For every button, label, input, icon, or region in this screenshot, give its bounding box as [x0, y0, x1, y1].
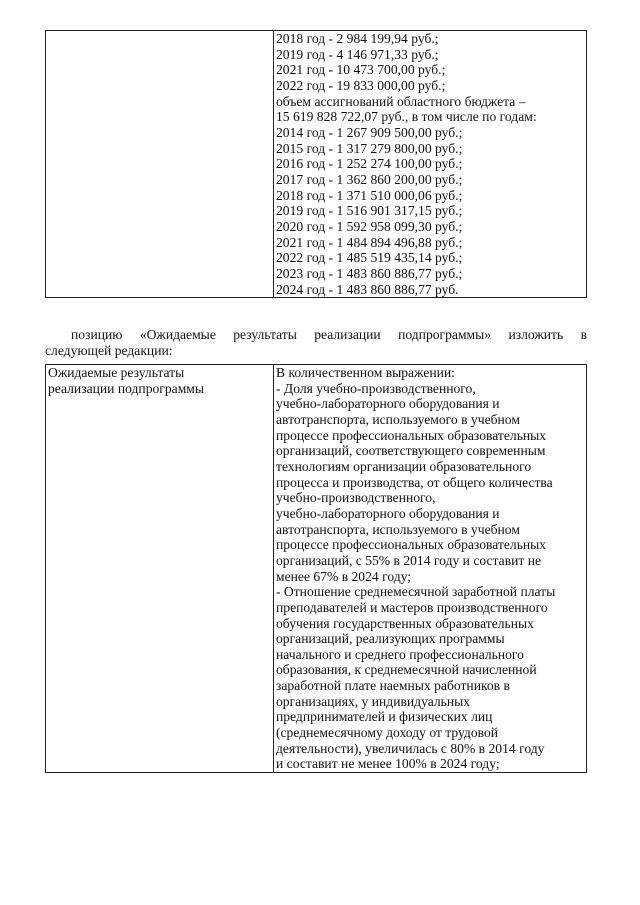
funding-line: 2020 год - 1 592 958 099,30 руб.; — [276, 218, 463, 234]
expected-results-text-cell — [274, 365, 587, 773]
result-line: деятельности), увеличилась с 80% в 2014 году — [276, 740, 545, 756]
funding-row — [46, 31, 587, 298]
result-line: менее 67% в 2024 году; — [276, 568, 412, 584]
result-line: организаций, соответствующего современным — [276, 443, 546, 459]
result-line: процесса и производства, от общего количества — [276, 474, 553, 490]
funding-table — [45, 30, 587, 298]
funding-line: 2021 год - 1 484 894 496,88 руб.; — [276, 234, 463, 250]
expected-results-label-cell — [46, 365, 274, 773]
result-line: - Отношение среднемесячной заработной платы — [276, 584, 556, 600]
expected-results-table — [45, 364, 587, 773]
label-line: Ожидаемые результаты — [48, 365, 185, 380]
funding-line: 2015 год - 1 317 279 800,00 руб.; — [276, 140, 463, 156]
result-line: образования, к среднемесячной начисленной — [276, 662, 537, 678]
instruction-paragraph — [45, 327, 587, 358]
funding-line: 2017 год - 1 362 860 200,00 руб.; — [276, 171, 463, 187]
funding-line: 2024 год - 1 483 860 886,77 руб. — [276, 281, 459, 297]
result-line: процессе профессиональных образовательных — [276, 427, 547, 443]
instruction-line: следующей редакции: — [45, 342, 173, 358]
result-line: обучения государственных образовательных — [276, 615, 534, 631]
result-line: учебно-лабораторного оборудования и — [276, 505, 500, 521]
label-line: реализации подпрограммы — [48, 380, 205, 396]
result-line: автотранспорта, используемого в учебном — [276, 521, 520, 537]
result-line: автотранспорта, используемого в учебном — [276, 411, 520, 427]
funding-line: 2014 год - 1 267 909 500,00 руб.; — [276, 124, 463, 140]
funding-line: 2021 год - 10 473 700,00 руб.; — [276, 62, 446, 78]
instruction-line: позицию «Ожидаемые результаты реализации подпрограммы» изложить в — [71, 327, 587, 342]
expected-results-row — [46, 365, 587, 773]
funding-line: 2019 год - 1 516 901 317,15 руб.; — [276, 203, 463, 219]
result-line: организациях, у индивидуальных — [276, 693, 471, 709]
result-line: - Доля учебно-производственного, — [276, 380, 476, 396]
result-line: учебно-производственного, — [276, 490, 436, 506]
result-line: начального и среднего профессионального — [276, 646, 524, 662]
result-line: (среднемесячному доходу от трудовой — [276, 725, 499, 741]
funding-line: 2019 год - 4 146 971,33 руб.; — [276, 46, 439, 62]
funding-line: 15 619 828 722,07 руб., в том числе по годам: — [276, 109, 537, 125]
funding-row-label-cell — [46, 31, 274, 298]
funding-line: 2023 год - 1 483 860 886,77 руб.; — [276, 265, 463, 281]
funding-line: 2018 год - 2 984 199,94 руб.; — [276, 31, 439, 46]
result-line: В количественном выражении: — [276, 365, 455, 380]
funding-line: 2022 год - 1 485 519 435,14 руб.; — [276, 250, 463, 266]
funding-line: 2018 год - 1 371 510 000,06 руб.; — [276, 187, 463, 203]
result-line: организаций, реализующих программы — [276, 631, 505, 647]
result-line: организаций, с 55% в 2014 году и составит не — [276, 552, 542, 568]
funding-line: 2016 год - 1 252 274 100,00 руб.; — [276, 156, 463, 172]
result-line: заработной плате наемных работников в — [276, 678, 510, 694]
funding-line: объем ассигнований областного бюджета – — [276, 93, 526, 109]
result-line: преподавателей и мастеров производственного — [276, 599, 548, 615]
result-line: предпринимателей и физических лиц — [276, 709, 493, 725]
result-line: и составит не менее 100% в 2024 году; — [276, 756, 500, 772]
result-line: процессе профессиональных образовательных — [276, 537, 547, 553]
funding-line: 2022 год - 19 833 000,00 руб.; — [276, 77, 446, 93]
result-line: учебно-лабораторного оборудования и — [276, 396, 500, 412]
funding-values-cell — [274, 31, 587, 298]
result-line: технологиям организации образовательного — [276, 458, 532, 474]
